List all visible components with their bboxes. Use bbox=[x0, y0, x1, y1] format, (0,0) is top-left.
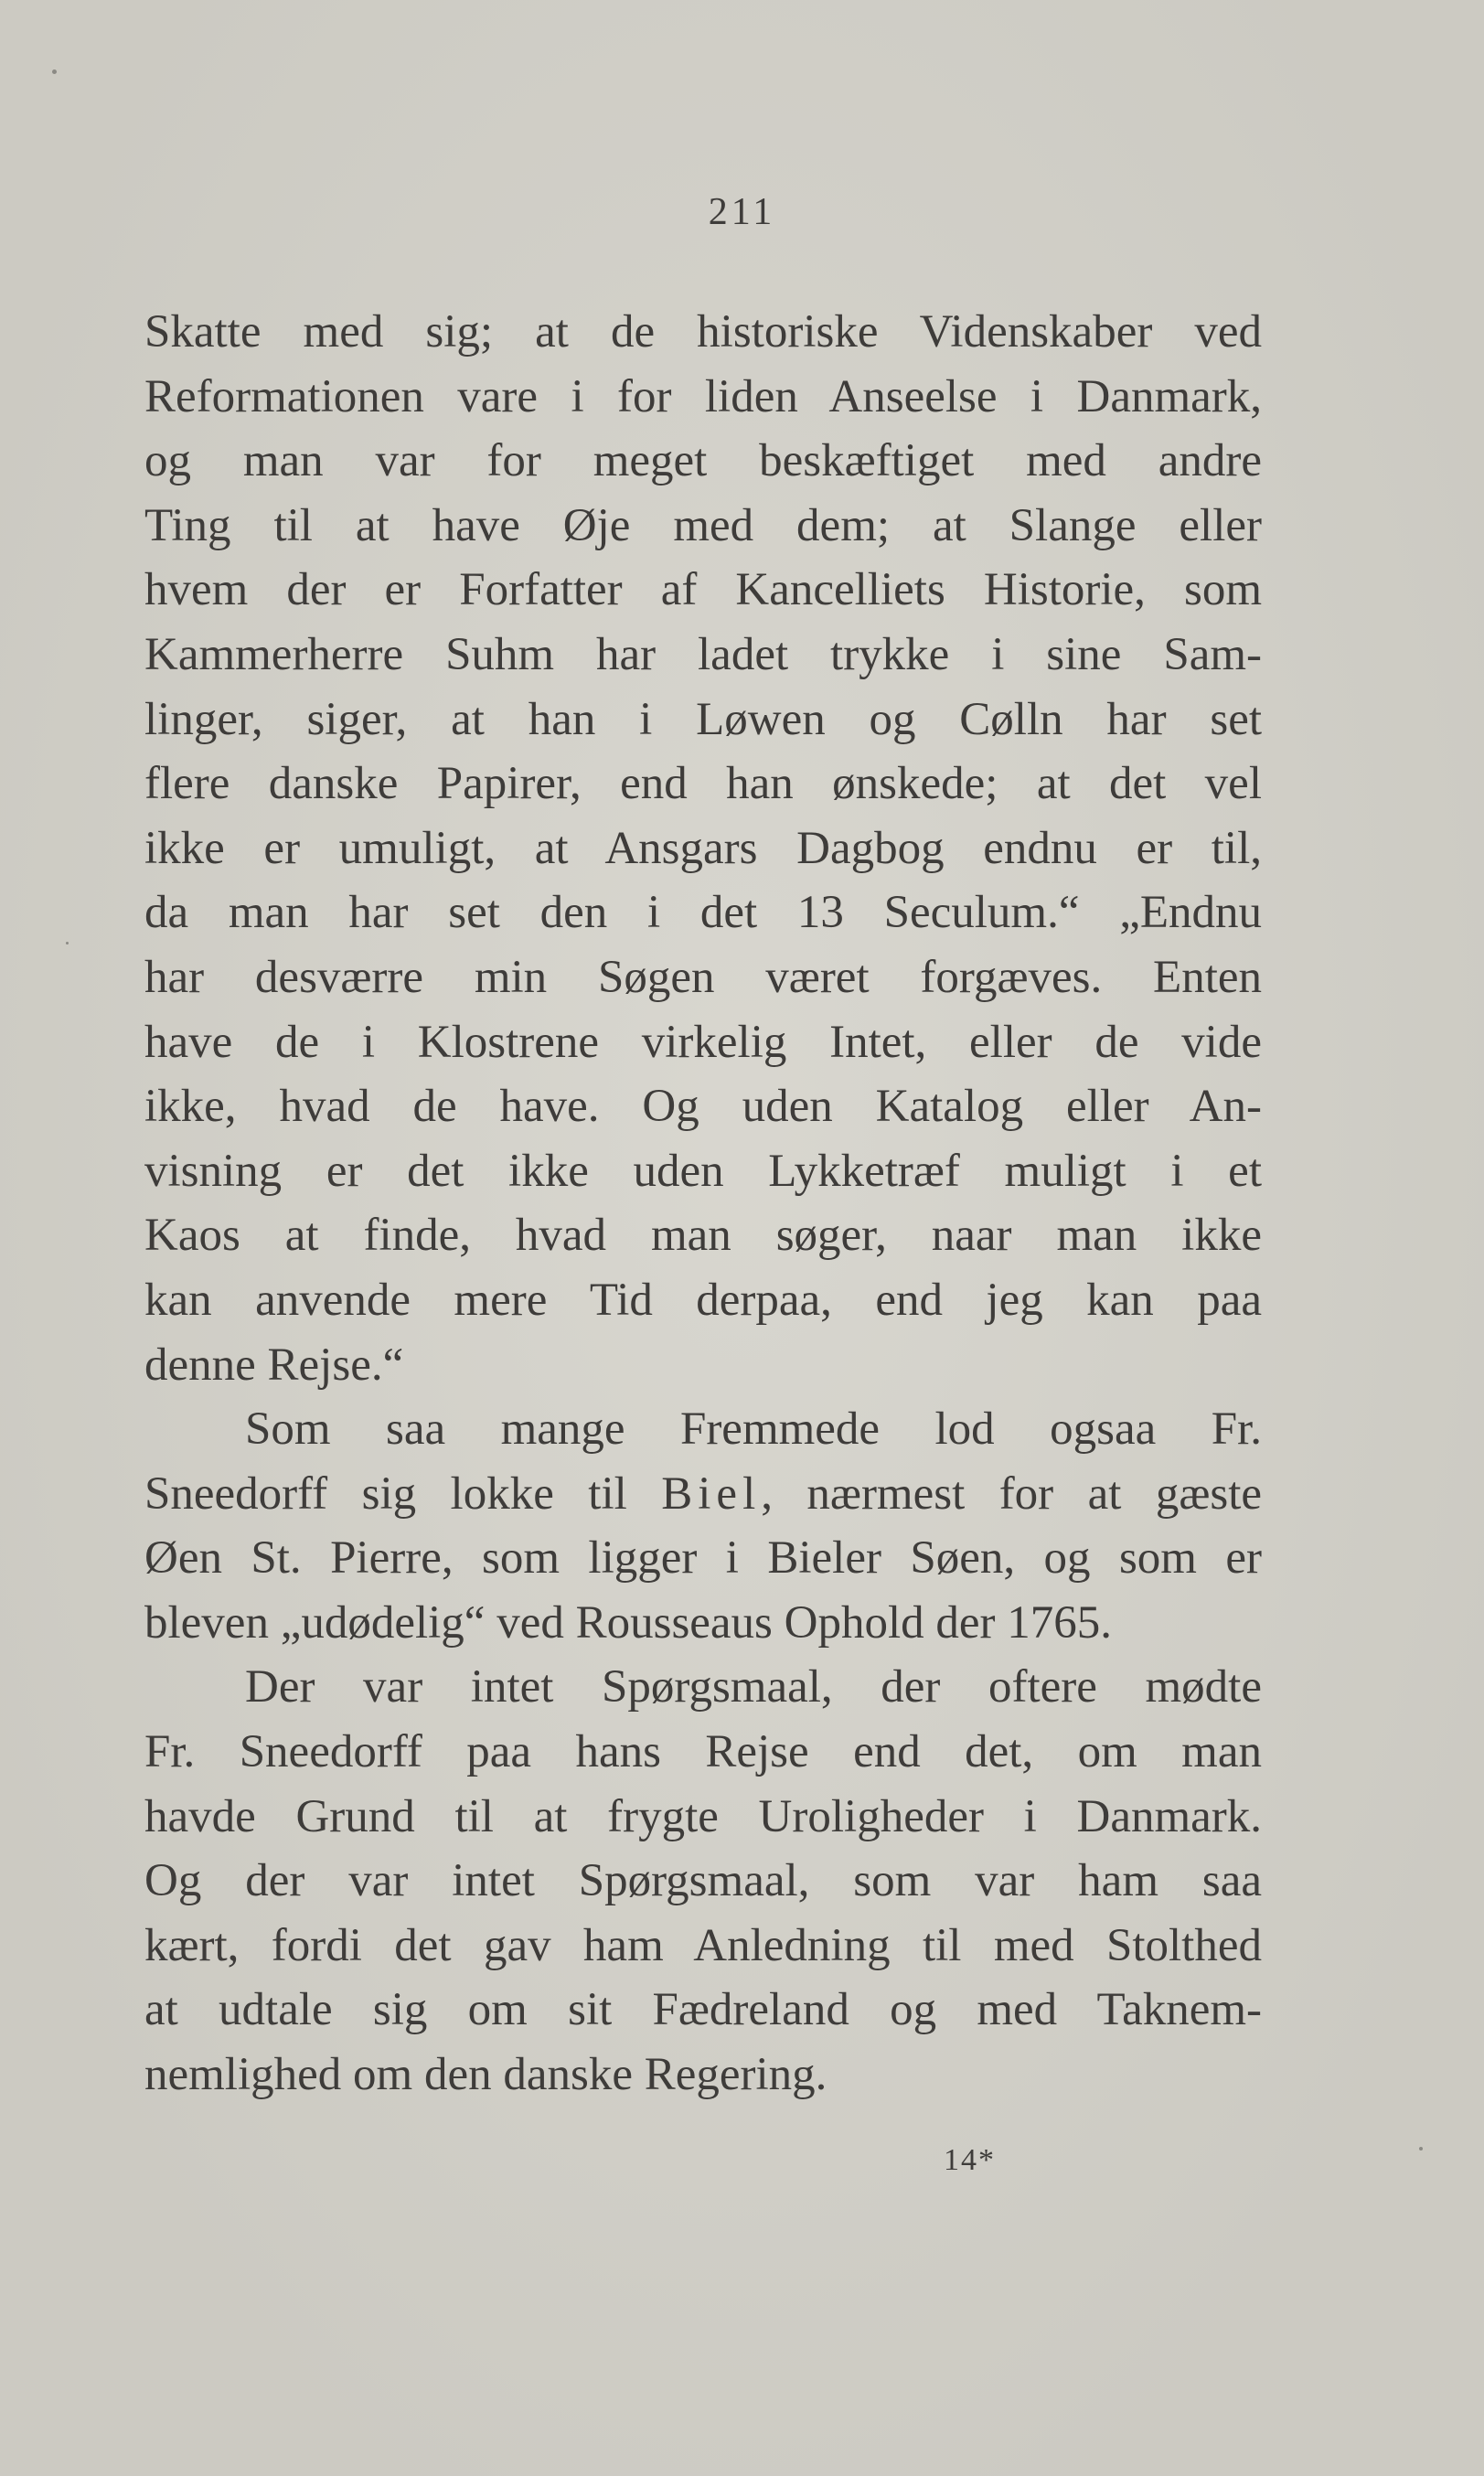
text-line: Reformationen vare i for liden Anseelse i Danmark, bbox=[144, 370, 1262, 422]
text-line: Og der var intet Spørgsmaal, som var ham saa bbox=[144, 1855, 1262, 1907]
text-line: nemlighed om den danske Regering. bbox=[144, 2049, 827, 2101]
text-line: at udtale sig om sit Fædreland og med Taknem- bbox=[144, 1984, 1262, 2036]
paper-speck bbox=[1419, 2147, 1423, 2150]
text-line: ikke, hvad de have. Og uden Katalog eller An- bbox=[144, 1081, 1262, 1133]
paragraph bbox=[144, 1397, 1262, 1655]
text-line: ikke er umuligt, at Ansgars Dagbog endnu er til, bbox=[144, 822, 1262, 874]
text-line: Kammerherre Suhm har ladet trykke i sine Sam- bbox=[144, 628, 1262, 680]
text-run: Sneedorff sig lokke til bbox=[144, 1467, 627, 1520]
text-line: Der var intet Spørgsmaal, der oftere mødte bbox=[245, 1661, 1262, 1713]
text-line: havde Grund til at frygte Uroligheder i Danmark. bbox=[144, 1790, 1262, 1842]
body-text bbox=[144, 300, 1262, 2108]
text-line: linger, siger, at han i Løwen og Cølln har set bbox=[144, 693, 1262, 745]
paper-speck bbox=[66, 942, 69, 945]
text-line: Skatte med sig; at de historiske Videnskaber ved bbox=[144, 306, 1262, 358]
text-line: visning er det ikke uden Lykketræf muligt i et bbox=[144, 1145, 1262, 1197]
text-line: Ting til at have Øje med dem; at Slange eller bbox=[144, 499, 1262, 551]
text-line: bleven „udødelig“ ved Rousseaus Ophold der 1765. bbox=[144, 1596, 1113, 1649]
page-number: 211 bbox=[708, 191, 776, 233]
signature-mark: 14* bbox=[944, 2143, 996, 2177]
text-line: hvem der er Forfatter af Kancelliets Historie, som bbox=[144, 564, 1262, 616]
text-line: denne Rejse.“ bbox=[144, 1339, 404, 1391]
text-line: Kaos at finde, hvad man søger, naar man ikke bbox=[144, 1210, 1262, 1262]
text-line: Som saa mange Fremmede lod ogsaa Fr. bbox=[245, 1403, 1262, 1456]
text-line: Fr. Sneedorff paa hans Rejse end det, om man bbox=[144, 1726, 1262, 1778]
paper-speck bbox=[52, 69, 57, 74]
text-line bbox=[144, 1462, 1262, 1527]
text-run: , nærmest for at gæste bbox=[761, 1467, 1263, 1520]
paragraph bbox=[144, 1655, 1262, 2107]
text-line: kan anvende mere Tid derpaa, end jeg kan paa bbox=[144, 1274, 1262, 1326]
text-line: og man var for meget beskæftiget med andre bbox=[144, 435, 1262, 487]
text-line: have de i Klostrene virkelig Intet, eller de vide bbox=[144, 1016, 1262, 1068]
text-line: kært, fordi det gav ham Anledning til med Stolthed bbox=[144, 1919, 1262, 1971]
text-line: da man har set den i det 13 Seculum.“ „Endnu bbox=[144, 887, 1262, 939]
text-line: har desværre min Søgen været forgæves. Enten bbox=[144, 951, 1262, 1003]
text-line: Øen St. Pierre, som ligger i Bieler Søen, og som er bbox=[144, 1532, 1262, 1585]
text-line: flere danske Papirer, end han ønskede; at det vel bbox=[144, 758, 1262, 810]
emphasized-place-name: Biel bbox=[661, 1467, 762, 1520]
paragraph bbox=[144, 300, 1262, 1397]
